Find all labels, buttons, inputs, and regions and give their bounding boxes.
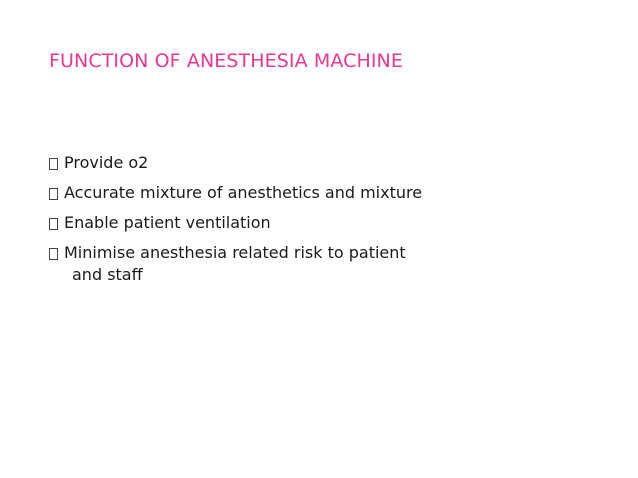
square-bullet-icon (49, 158, 58, 170)
bullet-text: Accurate mixture of anesthetics and mixture (64, 183, 423, 202)
bullet-text: Enable patient ventilation (64, 213, 271, 232)
slide-title: FUNCTION OF ANESTHESIA MACHINE (49, 50, 403, 72)
square-bullet-icon (49, 248, 58, 260)
square-bullet-icon (49, 188, 58, 200)
bullet-text: Minimise anesthesia related risk to patient and staff (64, 243, 406, 284)
bullet-text: Provide o2 (64, 153, 149, 172)
bullet-item (49, 182, 469, 204)
bullet-list (49, 152, 469, 294)
bullet-item (49, 152, 469, 174)
bullet-item (49, 242, 469, 286)
square-bullet-icon (49, 218, 58, 230)
bullet-item (49, 212, 469, 234)
